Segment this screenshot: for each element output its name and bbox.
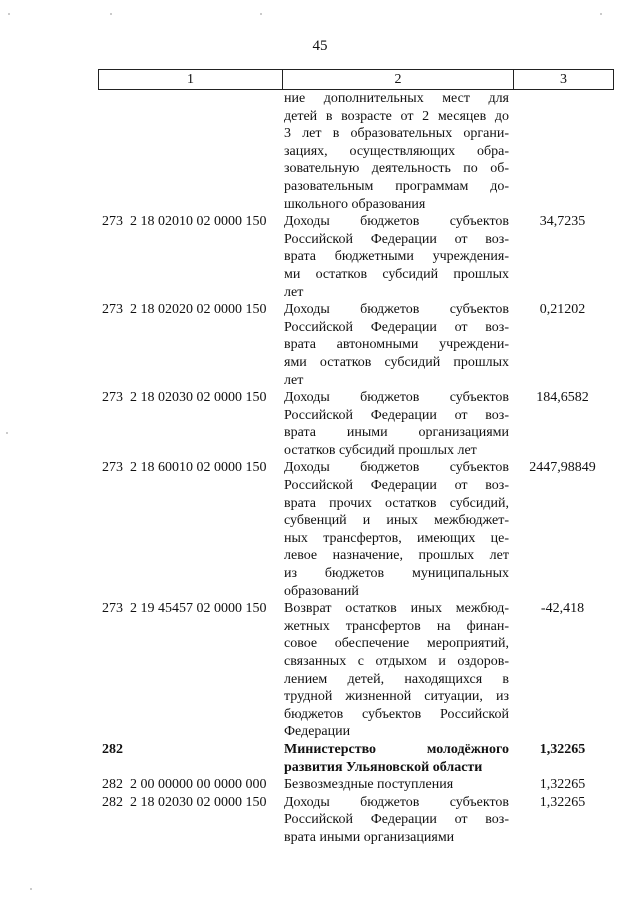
table-row bbox=[98, 794, 614, 847]
description-line: Российской Федерации от воз- bbox=[284, 407, 509, 423]
row-code: 273 2 19 45457 02 0000 150 bbox=[102, 601, 267, 617]
description-line: Российской Федерации от воз- bbox=[284, 319, 509, 335]
row-amount: 1,32265 bbox=[539, 741, 586, 757]
description-line: ние дополнительных мест для bbox=[284, 91, 509, 106]
table-row bbox=[98, 776, 614, 794]
description-line: Доходы бюджетов субъектов bbox=[284, 460, 509, 476]
description-line: левое назначение, прошлых лет bbox=[284, 548, 509, 564]
description-line: бюджетов субъектов Российской bbox=[284, 706, 509, 722]
row-description bbox=[281, 794, 511, 847]
row-amount: 0,21202 bbox=[539, 302, 586, 318]
description-line: Российской Федерации от воз- bbox=[284, 478, 509, 494]
row-code: 273 2 18 60010 02 0000 150 bbox=[102, 460, 267, 476]
description-line: Доходы бюджетов субъектов bbox=[284, 302, 509, 318]
description-line: остатков субсидий прошлых лет bbox=[284, 442, 477, 458]
header-col-1: 1 bbox=[99, 70, 283, 89]
description-line: лением детей, находящихся в bbox=[284, 671, 509, 687]
description-line: субвенций и иных межбюджет- bbox=[284, 513, 509, 529]
description-line: ми остатков субсидий прошлых bbox=[284, 266, 509, 282]
description-line: ями остатков субсидий прошлых bbox=[284, 354, 509, 370]
description-line: развития Ульяновской области bbox=[284, 759, 483, 775]
row-description bbox=[281, 301, 511, 389]
scan-speck bbox=[30, 888, 32, 890]
row-description bbox=[281, 90, 511, 213]
row-description bbox=[281, 213, 511, 301]
row-amount: 1,32265 bbox=[539, 794, 586, 810]
row-description bbox=[281, 741, 511, 776]
scan-speck bbox=[6, 432, 8, 434]
description-line: связанных с отдыхом и оздоров- bbox=[284, 654, 509, 669]
description-line: детей в возрасте от 2 месяцев до bbox=[284, 108, 509, 124]
row-amount: 1,32265 bbox=[539, 777, 586, 793]
description-line: разовательным программам до- bbox=[284, 178, 509, 194]
row-code bbox=[98, 90, 281, 213]
description-line: лет bbox=[284, 284, 304, 300]
row-amount: 34,7235 bbox=[539, 214, 586, 230]
row-amount: -42,418 bbox=[540, 601, 585, 617]
table-row bbox=[98, 90, 614, 213]
description-line: зовательную деятельность по об- bbox=[284, 161, 509, 177]
table-row bbox=[98, 213, 614, 301]
description-line: Возврат остатков иных межбюд- bbox=[284, 601, 509, 617]
description-line: 3 лет в образовательных органи- bbox=[284, 126, 509, 142]
row-code: 282 bbox=[102, 741, 123, 757]
scan-speck bbox=[600, 13, 602, 15]
row-code: 282 2 00 00000 00 0000 000 bbox=[102, 777, 267, 793]
row-code: 273 2 18 02010 02 0000 150 bbox=[102, 214, 267, 230]
table-body bbox=[98, 90, 614, 847]
table-row bbox=[98, 459, 614, 600]
description-line: Доходы бюджетов субъектов bbox=[284, 390, 509, 406]
row-amount: 184,6582 bbox=[536, 390, 589, 406]
scan-speck bbox=[8, 13, 10, 15]
description-line: Доходы бюджетов субъектов bbox=[284, 794, 509, 810]
page-number: 45 bbox=[312, 38, 328, 54]
description-line: Безвозмездные поступления bbox=[284, 777, 454, 793]
description-line: врата прочих остатков субсидий, bbox=[284, 495, 509, 511]
description-line: врата бюджетными учреждения- bbox=[284, 249, 509, 265]
row-code: 273 2 18 02020 02 0000 150 bbox=[102, 302, 267, 318]
description-line: Доходы бюджетов субъектов bbox=[284, 214, 509, 230]
table-header bbox=[98, 69, 614, 90]
row-description bbox=[281, 459, 511, 600]
header-col-2: 2 bbox=[283, 70, 514, 89]
description-line: Российской Федерации от воз- bbox=[284, 231, 509, 247]
description-line: Российской Федерации от воз- bbox=[284, 812, 509, 828]
description-line: трудной жизненной ситуации, из bbox=[284, 689, 509, 705]
table-row bbox=[98, 389, 614, 459]
description-line: Министерство молодёжного bbox=[284, 741, 509, 757]
description-line: образований bbox=[284, 583, 359, 599]
table-row bbox=[98, 741, 614, 776]
description-line: лет bbox=[284, 372, 304, 388]
header-col-3: 3 bbox=[560, 71, 567, 87]
description-line: школьного образования bbox=[284, 196, 426, 212]
row-code: 273 2 18 02030 02 0000 150 bbox=[102, 390, 267, 406]
row-description bbox=[281, 600, 511, 741]
description-line: Федерации bbox=[284, 724, 351, 740]
scan-speck bbox=[110, 13, 112, 15]
table-row bbox=[98, 301, 614, 389]
description-line: жетных трансфертов на финан- bbox=[284, 618, 509, 634]
row-code: 282 2 18 02030 02 0000 150 bbox=[102, 794, 267, 810]
scan-speck bbox=[260, 13, 262, 15]
description-line: врата автономными учреждени- bbox=[284, 337, 509, 353]
description-line: совое обеспечение мероприятий, bbox=[284, 636, 509, 652]
row-description bbox=[281, 776, 511, 794]
table-row bbox=[98, 600, 614, 741]
row-description bbox=[281, 389, 511, 459]
row-amount bbox=[511, 90, 614, 213]
description-line: врата иными организациями bbox=[284, 829, 455, 845]
description-line: зациях, осуществляющих обра- bbox=[284, 143, 509, 159]
description-line: врата иными организациями bbox=[284, 425, 509, 441]
row-amount: 2447,98849 bbox=[529, 460, 596, 476]
description-line: ных трансфертов, имеющих це- bbox=[284, 530, 509, 546]
description-line: из бюджетов муниципальных bbox=[284, 566, 509, 582]
